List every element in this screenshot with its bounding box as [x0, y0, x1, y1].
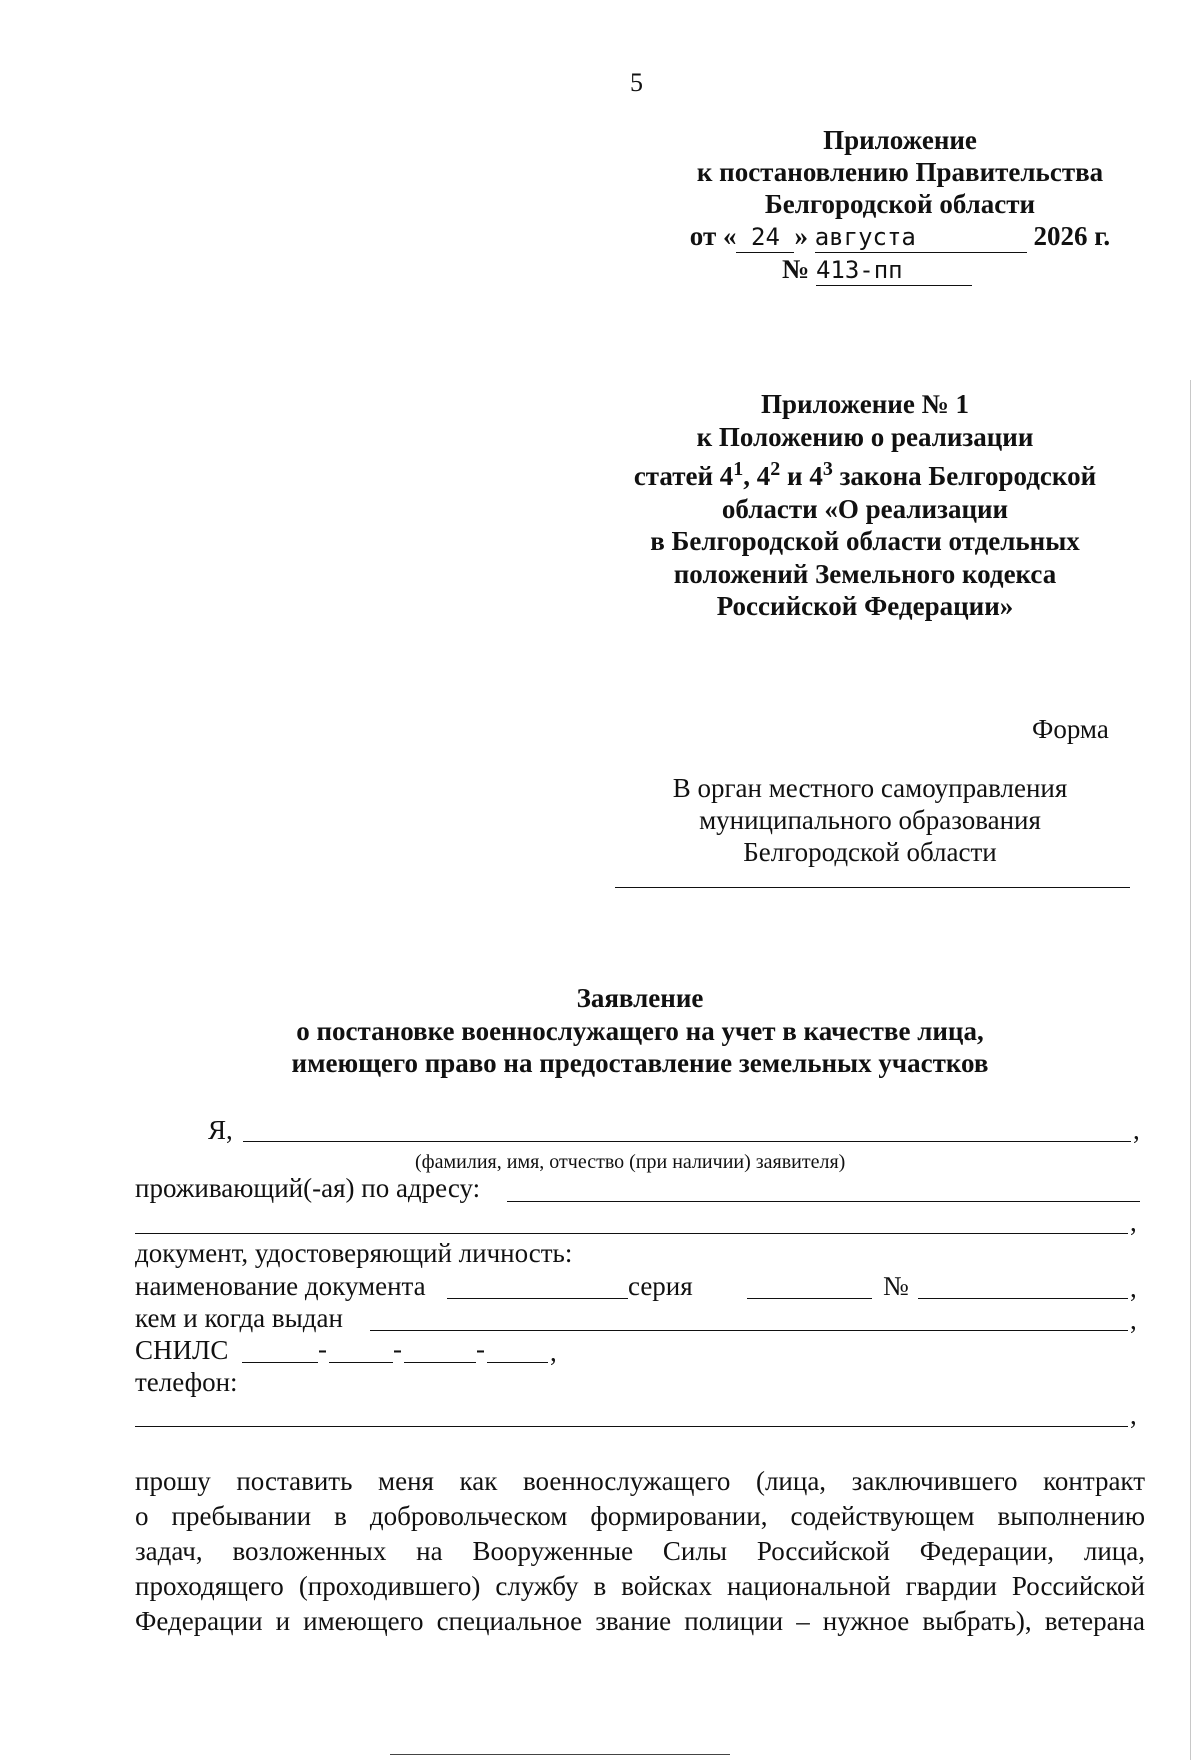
- appendix-1-line4: области «О реализации: [721, 493, 1009, 524]
- address-label: проживающий(-ая) по адресу:: [135, 1173, 481, 1203]
- snils-dash: -: [393, 1334, 402, 1364]
- snils-label: СНИЛС: [135, 1335, 229, 1365]
- addressee-underline: [615, 887, 1130, 888]
- paragraph-line: о пребывании в добровольческом формировании, содействующем выполнению: [135, 1501, 1145, 1531]
- snils-field-4[interactable]: [487, 1362, 548, 1363]
- request-paragraph: [135, 1464, 1145, 1639]
- addressee-line3: Белгородской области: [743, 837, 997, 867]
- decree-number: 413-пп: [816, 255, 972, 286]
- appendix-1-line3: статей $4^1$, $4^2$ и $4^3$ закона Белгородской: [633, 458, 1097, 491]
- comma: ,: [1130, 1400, 1137, 1430]
- applicant-label: Я,: [208, 1115, 233, 1145]
- statement-title-line3: имеющего право на предоставление земельных участков: [291, 1048, 989, 1078]
- snils-dash: -: [476, 1334, 485, 1364]
- id-document-label: документ, удостоверяющий личность:: [135, 1238, 573, 1268]
- appendix-number-line: № 413-пп: [574, 253, 1180, 286]
- appendix-1-line5: в Белгородской области отдельных: [650, 526, 1080, 556]
- comma: ,: [1130, 1207, 1137, 1237]
- number-label: №: [883, 1271, 909, 1301]
- date-year: 2026 г.: [1033, 221, 1111, 251]
- page-number: 5: [630, 68, 643, 97]
- statement-title: [135, 982, 1145, 1080]
- appendix-1-title: Приложение № 1: [761, 389, 969, 419]
- form-label: Форма: [1032, 714, 1109, 744]
- paragraph-line: проходящего (проходившего) службу в войсках национальной гвардии Российской: [135, 1571, 1145, 1601]
- addressee-line2: муниципального образования: [699, 805, 1041, 835]
- statement-title-line1: Заявление: [576, 983, 704, 1013]
- snils-dash: -: [318, 1334, 327, 1364]
- issued-by-field[interactable]: [370, 1330, 1128, 1331]
- applicant-name-field[interactable]: [243, 1141, 1131, 1142]
- addressee-block: [610, 772, 1130, 868]
- appendix-1-header: [600, 388, 1130, 623]
- comma: ,: [1130, 1273, 1137, 1303]
- number-field[interactable]: [918, 1298, 1128, 1299]
- appendix-1-line7: Российской Федерации»: [716, 591, 1014, 621]
- appendix-header: [620, 124, 1180, 286]
- appendix-1-line2: к Положению о реализации: [696, 421, 1034, 452]
- snils-field-1[interactable]: [242, 1362, 318, 1363]
- paragraph-line: прошу поставить меня как военнослужащего (лица, заключившего контракт: [135, 1466, 1145, 1496]
- date-month: августа: [815, 222, 1027, 253]
- appendix-line2: к постановлению Правительства: [696, 157, 1104, 187]
- addressee-line1: В орган местного самоуправления: [672, 773, 1068, 803]
- scan-margin-line: [1190, 380, 1191, 1760]
- name-hint: (фамилия, имя, отчество (при наличии) заявителя): [415, 1151, 846, 1173]
- snils-field-2[interactable]: [329, 1362, 393, 1363]
- appendix-title: Приложение: [823, 125, 977, 155]
- comma: ,: [550, 1337, 557, 1367]
- series-field[interactable]: [747, 1298, 872, 1299]
- scan-bottom-mark: [390, 1754, 730, 1755]
- address-field-1[interactable]: [507, 1201, 1140, 1202]
- phone-label: телефон:: [135, 1367, 238, 1397]
- appendix-date-line: от « 24 » августа 2026 г.: [689, 221, 1111, 251]
- appendix-line3: Белгородской области: [764, 189, 1036, 219]
- series-label: серия: [628, 1271, 693, 1301]
- document-name-field[interactable]: [447, 1298, 628, 1299]
- phone-field[interactable]: [135, 1426, 1128, 1427]
- address-field-2[interactable]: [135, 1233, 1128, 1234]
- paragraph-line: Федерации и имеющего специальное звание полиции – нужное выбрать), ветерана: [135, 1606, 1145, 1636]
- statement-title-line2: о постановке военнослужащего на учет в качестве лица,: [296, 1015, 984, 1046]
- snils-field-3[interactable]: [404, 1362, 476, 1363]
- paragraph-line: задач, возложенных на Вооруженные Силы Российской Федерации, лица,: [135, 1536, 1145, 1566]
- comma: ,: [1133, 1115, 1140, 1145]
- issued-by-label: кем и когда выдан: [135, 1303, 343, 1333]
- document-name-label: наименование документа: [135, 1271, 426, 1301]
- comma: ,: [1130, 1305, 1137, 1335]
- appendix-1-line6: положений Земельного кодекса: [673, 558, 1057, 589]
- date-day: 24: [736, 222, 794, 253]
